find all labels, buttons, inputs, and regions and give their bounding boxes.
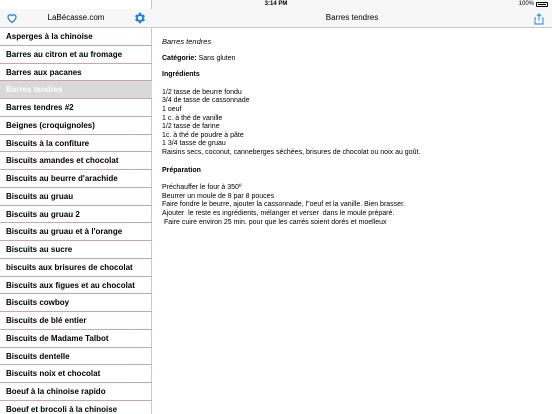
recipe-content: [162, 38, 542, 227]
recipe-list-item[interactable]: Boeuf à la chinoise rapido: [0, 383, 152, 401]
recipe-list-item[interactable]: Biscuits au gruau 2: [0, 206, 152, 224]
recipe-sidebar: [0, 0, 152, 414]
recipe-list-item[interactable]: Biscuits noix et chocolat: [0, 365, 152, 383]
recipe-list-item[interactable]: Barres tendres: [0, 81, 152, 99]
recipe-list: [0, 28, 152, 414]
battery-percentage: 100%: [518, 1, 534, 7]
ingredients-heading: Ingrédients: [162, 71, 200, 79]
ingredient-line: 3/4 de tasse de cassonnade: [162, 97, 250, 105]
category-value: Sans gluten: [196, 54, 236, 62]
recipe-title: Barres tendres: [162, 37, 212, 46]
preparation-step: Ajouter le reste es ingrédients, mélanger et verser dans le moule préparé.: [162, 209, 395, 217]
recipe-list-item[interactable]: Biscuits au beurre d'arachide: [0, 170, 152, 188]
battery-icon: [536, 2, 548, 7]
preparation-step: Faire cuire environ 25 min. pour que les carrés soient dorés et moelleux: [162, 218, 387, 226]
recipe-list-item[interactable]: Barres au citron et au fromage: [0, 46, 152, 64]
preparation-steps: [162, 184, 542, 227]
recipe-list-item[interactable]: Biscuits amandes et chocolat: [0, 152, 152, 170]
recipe-list-item[interactable]: Biscuits de blé entier: [0, 312, 152, 330]
ingredient-line: 1 oeuf: [162, 105, 182, 113]
recipe-list-item[interactable]: Boeuf et brocoli à la chinoise: [0, 401, 152, 414]
recipe-list-item[interactable]: Biscuits cowboy: [0, 294, 152, 312]
preparation-step: Beurrer un moule de 8 par 8 pouces: [162, 192, 275, 200]
recipe-category: [162, 55, 542, 64]
preparation-step: Préchauffer le four à 350º: [162, 184, 242, 192]
ingredients-list: [162, 89, 542, 158]
gear-icon[interactable]: [133, 11, 147, 25]
detail-nav-bar: [152, 9, 552, 28]
ingredient-line: 1 c. à thé de vanille: [162, 114, 223, 122]
ingredient-line: 1/2 tasse de farine: [162, 123, 220, 131]
recipe-list-item[interactable]: Biscuits dentelle: [0, 348, 152, 366]
recipe-list-item[interactable]: Biscuits au sucre: [0, 241, 152, 259]
recipe-list-item[interactable]: Biscuits au gruau et à l'orange: [0, 223, 152, 241]
category-label: Catégorie:: [162, 54, 197, 62]
detail-nav-title: Barres tendres: [325, 13, 379, 22]
ingredient-line: 1c. à thé de poudre à pâte: [162, 131, 244, 139]
recipe-list-item[interactable]: Asperges à la chinoise: [0, 28, 152, 46]
sidebar-title: LaBécasse.com: [47, 13, 105, 22]
preparation-step: Faire fondre le beurre, ajouter la cassonnade, l"oeuf et la vanille. Bien brasser.: [162, 201, 405, 209]
recipe-list-item[interactable]: Barres aux pacanes: [0, 64, 152, 82]
recipe-list-item[interactable]: biscuits aux brisures de chocolat: [0, 259, 152, 277]
recipe-list-item[interactable]: Barres tendres #2: [0, 99, 152, 117]
ingredient-line: 1/2 tasse de beurre fondu: [162, 88, 242, 96]
preparation-heading: Préparation: [162, 166, 201, 174]
sidebar-nav-bar: [0, 9, 152, 28]
recipe-list-item[interactable]: Biscuits à la confiture: [0, 135, 152, 153]
recipe-list-item[interactable]: Biscuits de Madame Talbot: [0, 330, 152, 348]
recipe-list-item[interactable]: Beignes (croquignoles): [0, 117, 152, 135]
share-icon[interactable]: [534, 12, 544, 24]
ingredient-line: 1 3/4 tasse de gruau: [162, 140, 226, 148]
status-time: 3:14 PM: [264, 1, 288, 7]
recipe-list-item[interactable]: Biscuits au gruau: [0, 188, 152, 206]
ingredient-line: Raisins secs, coconut, canneberges séchées, brisures de chocolat ou noix au goût.: [162, 148, 421, 156]
recipe-list-item[interactable]: Biscuits aux figues et au chocolat: [0, 277, 152, 295]
